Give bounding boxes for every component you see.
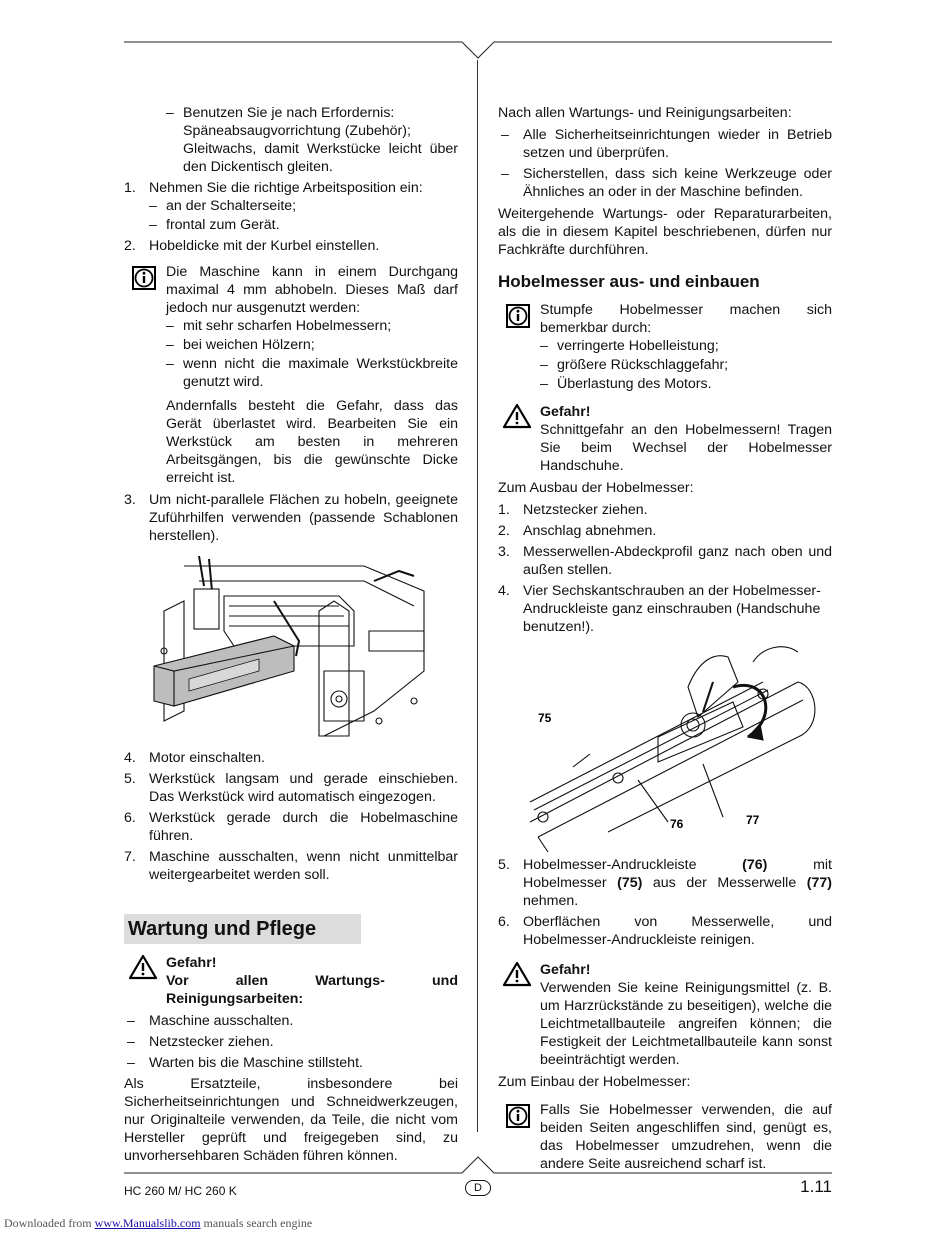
step-item: 6. Oberflächen von Messerwelle, und Hobelmesser-Andruckleiste reinigen. [498, 914, 832, 948]
step-number: 2. [498, 523, 510, 539]
paragraph: Zum Ausbau der Hobelmesser: [498, 480, 694, 496]
step-item [498, 582, 832, 636]
step-number: 1. [498, 502, 510, 518]
step-text: Vier Sechskantschrauben an der Hobelmesser-Andruckleiste ganz einschrauben (Handschuhe benutzen!). [523, 583, 821, 635]
dash-text: Netzstecker ziehen. [149, 1034, 274, 1050]
sub-text: bei weichen Hölzern; [183, 337, 315, 353]
sub-text: Überlastung des Motors. [557, 376, 712, 392]
step-number: 3. [498, 544, 510, 560]
sub-item: – bei weichen Hölzern; [166, 337, 315, 353]
text-run: aus der Messerwelle [642, 875, 807, 891]
sub-text: mit sehr scharfen Hobelmessern; [183, 318, 392, 334]
download-suffix: manuals search engine [200, 1216, 313, 1230]
step-text: Um nicht-parallele Flächen zu hobeln, geeignete Zuführhilfen verwenden (passende Schablonen herstellen). [149, 492, 458, 544]
step-text: Messerwellen-Abdeckprofil ganz nach oben und außen stellen. [523, 544, 832, 578]
danger-note [498, 961, 832, 1069]
info-note [124, 263, 458, 487]
intro-dash-line: Späneabsaugvorrichtung (Zubehör); [183, 123, 411, 139]
step-text: Hobeldicke mit der Kurbel einstellen. [149, 238, 380, 254]
sub-text: frontal zum Gerät. [166, 217, 280, 233]
sub-text: größere Rückschlaggefahr; [557, 357, 729, 373]
step-item: 2. Hobeldicke mit der Kurbel einstellen. [124, 237, 458, 255]
dash-item: – Maschine ausschalten. [127, 1013, 294, 1029]
dash-text: Sicherstellen, dass sich keine Werkzeuge oder Ähnliches an oder in der Maschine befinden. [523, 166, 832, 200]
step-item [498, 522, 832, 540]
step-item [498, 543, 832, 579]
footer-rule [0, 1150, 950, 1180]
sub-text: an der Schalterseite; [166, 198, 297, 214]
page-number: 1.11 [800, 1177, 832, 1196]
ref-76: (76) [742, 857, 768, 873]
label-75: 75 [538, 711, 552, 725]
danger-text: Verwenden Sie keine Reinigungsmittel (z. B. um Harzrückstände zu beseitigen), welche die Leichtmetallbauteile angreifen können; die Festigkeit der Leichtmetallbauteile kann sonst beeinträchtigt werden. [540, 980, 832, 1068]
step-number: 7. [124, 849, 136, 865]
info-icon [506, 304, 530, 328]
warning-icon [502, 403, 532, 429]
step-number: 4. [124, 750, 136, 766]
column-divider [477, 60, 478, 1132]
step-item: 5. Hobelmesser-Andruckleiste (76) mit Hobelmesser (75) aus der Messerwelle (77) nehmen. [498, 857, 832, 909]
info-icon [132, 266, 156, 290]
note-text: Stumpfe Hobelmesser machen sich bemerkbar durch: [540, 302, 832, 336]
warning-icon [502, 961, 532, 987]
warning-icon [128, 954, 158, 980]
intro-dash-line: Benutzen Sie je nach Erfordernis: [183, 105, 395, 121]
step-item [124, 809, 458, 845]
sub-item: – Überlastung des Motors. [540, 376, 712, 392]
sub-item: – größere Rückschlaggefahr; [540, 357, 729, 373]
danger-title: Gefahr! [540, 404, 591, 420]
danger-text: Schnittgefahr an den Hobelmessern! Tragen Sie beim Wechsel der Hobelmesser Handschuhe. [540, 422, 832, 474]
dash-text: Warten bis die Maschine stillsteht. [149, 1055, 363, 1071]
sub-text: verringerte Hobelleistung; [557, 338, 719, 354]
danger-note [498, 403, 832, 475]
danger-note [124, 954, 458, 1008]
left-column [124, 104, 458, 1165]
dash-item: – Warten bis die Maschine stillsteht. [127, 1055, 363, 1071]
dash-text: Maschine ausschalten. [149, 1013, 294, 1029]
label-77: 77 [746, 813, 760, 827]
step-text: Werkstück gerade durch die Hobelmaschine führen. [149, 810, 458, 844]
info-icon [506, 1104, 530, 1128]
sub-item: – verringerte Hobelleistung; [540, 338, 719, 354]
sub-item: – frontal zum Gerät. [149, 217, 280, 233]
text-run: nehmen. [523, 893, 579, 909]
step-text: Oberflächen von Messerwelle, und Hobelmesser-Andruckleiste reinigen. [523, 914, 832, 948]
header-rule [0, 0, 950, 70]
step-text [523, 856, 832, 910]
step-text: Werkstück langsam und gerade einschieben. Das Werkstück wird automatisch eingezogen. [149, 771, 458, 805]
ref-75: (75) [617, 875, 643, 891]
planer-illustration [124, 551, 458, 741]
danger-title: Gefahr! [166, 955, 217, 971]
section-heading: Hobelmesser aus- und einbauen [498, 272, 760, 291]
paragraph: Als Ersatzteile, insbesondere bei Sicherheitseinrichtungen und Schneidwerkzeugen, nur Originalteile verwenden, da Teile, die nicht vom Hersteller geprüft und freigegeben sind, zu unvorhersehbaren Schäden führen können. [124, 1076, 458, 1164]
step-text: Anschlag abnehmen. [523, 523, 657, 539]
sub-item: – wenn nicht die maximale Werkstückbreite genutzt wird. [166, 356, 458, 390]
step-item: 1. Nehmen Sie die richtige Arbeitsposition ein: – an der Schalterseite; – frontal zum Gerät. [124, 179, 458, 234]
intro-dash-line: Gleitwachs, damit Werkstücke leicht über den Dickentisch gleiten. [183, 141, 458, 175]
blade-illustration [498, 642, 832, 852]
info-note [498, 301, 832, 393]
sub-item: – mit sehr scharfen Hobelmessern; [166, 318, 392, 334]
paragraph: Weitergehende Wartungs- oder Reparaturarbeiten, als die in diesem Kapitel beschriebenen, dürfen nur Fachkräfte durchführen. [498, 206, 832, 258]
ref-77: (77) [806, 875, 832, 891]
step-number: 5. [124, 771, 136, 787]
language-badge: D [465, 1180, 491, 1196]
note-text: Die Maschine kann in einem Durchgang maximal 4 mm abhobeln. Dieses Maß darf jedoch nur ausgenutzt werden: [166, 264, 458, 316]
step-number: 6. [124, 810, 136, 826]
text-run: Hobelmesser-Andruckleiste [523, 857, 743, 873]
step-item [124, 848, 458, 884]
step-text: Maschine ausschalten, wenn nicht unmittelbar weitergearbeitet werden soll. [149, 849, 458, 883]
step-text: Nehmen Sie die richtige Arbeitsposition ein: [149, 180, 423, 196]
dash-item: – Netzstecker ziehen. [127, 1034, 274, 1050]
right-column [498, 104, 832, 1177]
download-prefix: Downloaded from [4, 1216, 95, 1230]
step-item [124, 749, 458, 767]
step-text: Motor einschalten. [149, 750, 265, 766]
manualslib-link[interactable]: www.Manualslib.com [94, 1216, 201, 1230]
note-text: Falls Sie Hobelmesser verwenden, die auf beiden Seiten angeschliffen sind, genügt es, das Hobelmesser umzudrehen, wenn die andere Seite ausreichend scharf ist. [540, 1102, 832, 1172]
note-text: Andernfalls besteht die Gefahr, dass das Gerät überlastet wird. Bearbeiten Sie ein Werkstück am besten in mehreren Arbeitsgängen, bis die gewünschte Dicke erreicht ist. [166, 398, 458, 486]
download-notice [4, 1214, 312, 1232]
step-item [498, 501, 832, 519]
text-run: mit Hobelmesser [523, 857, 832, 891]
step-text: Netzstecker ziehen. [523, 502, 648, 518]
danger-text: Vor allen Wartungs- und Reinigungsarbeiten: [166, 973, 458, 1007]
sub-item: – an der Schalterseite; [149, 198, 297, 214]
dash-text: Alle Sicherheitseinrichtungen wieder in Betrieb setzen und überprüfen. [523, 127, 832, 161]
paragraph: Zum Einbau der Hobelmesser: [498, 1074, 691, 1090]
intro-dash-item: – Benutzen Sie je nach Erfordernis: Späneabsaugvorrichtung (Zubehör); Gleitwachs, damit Werkstücke leicht über den Dickentisch gleiten. [166, 105, 458, 175]
dash-item: – Sicherstellen, dass sich keine Werkzeuge oder Ähnliches an oder in der Maschine befinden. [501, 166, 832, 200]
paragraph: Nach allen Wartungs- und Reinigungsarbeiten: [498, 105, 792, 121]
step-item: 3. Um nicht-parallele Flächen zu hobeln, geeignete Zuführhilfen verwenden (passende Schablonen herstellen). [124, 492, 458, 544]
step-item [124, 770, 458, 806]
sub-text: wenn nicht die maximale Werkstückbreite genutzt wird. [183, 356, 458, 390]
step-number: 4. [498, 583, 510, 599]
label-76: 76 [670, 817, 684, 831]
footer-model: HC 260 M/ HC 260 K [124, 1184, 237, 1198]
section-title: Wartung und Pflege [124, 914, 361, 944]
dash-item: – Alle Sicherheitseinrichtungen wieder in Betrieb setzen und überprüfen. [501, 127, 832, 161]
danger-title: Gefahr! [540, 962, 591, 978]
